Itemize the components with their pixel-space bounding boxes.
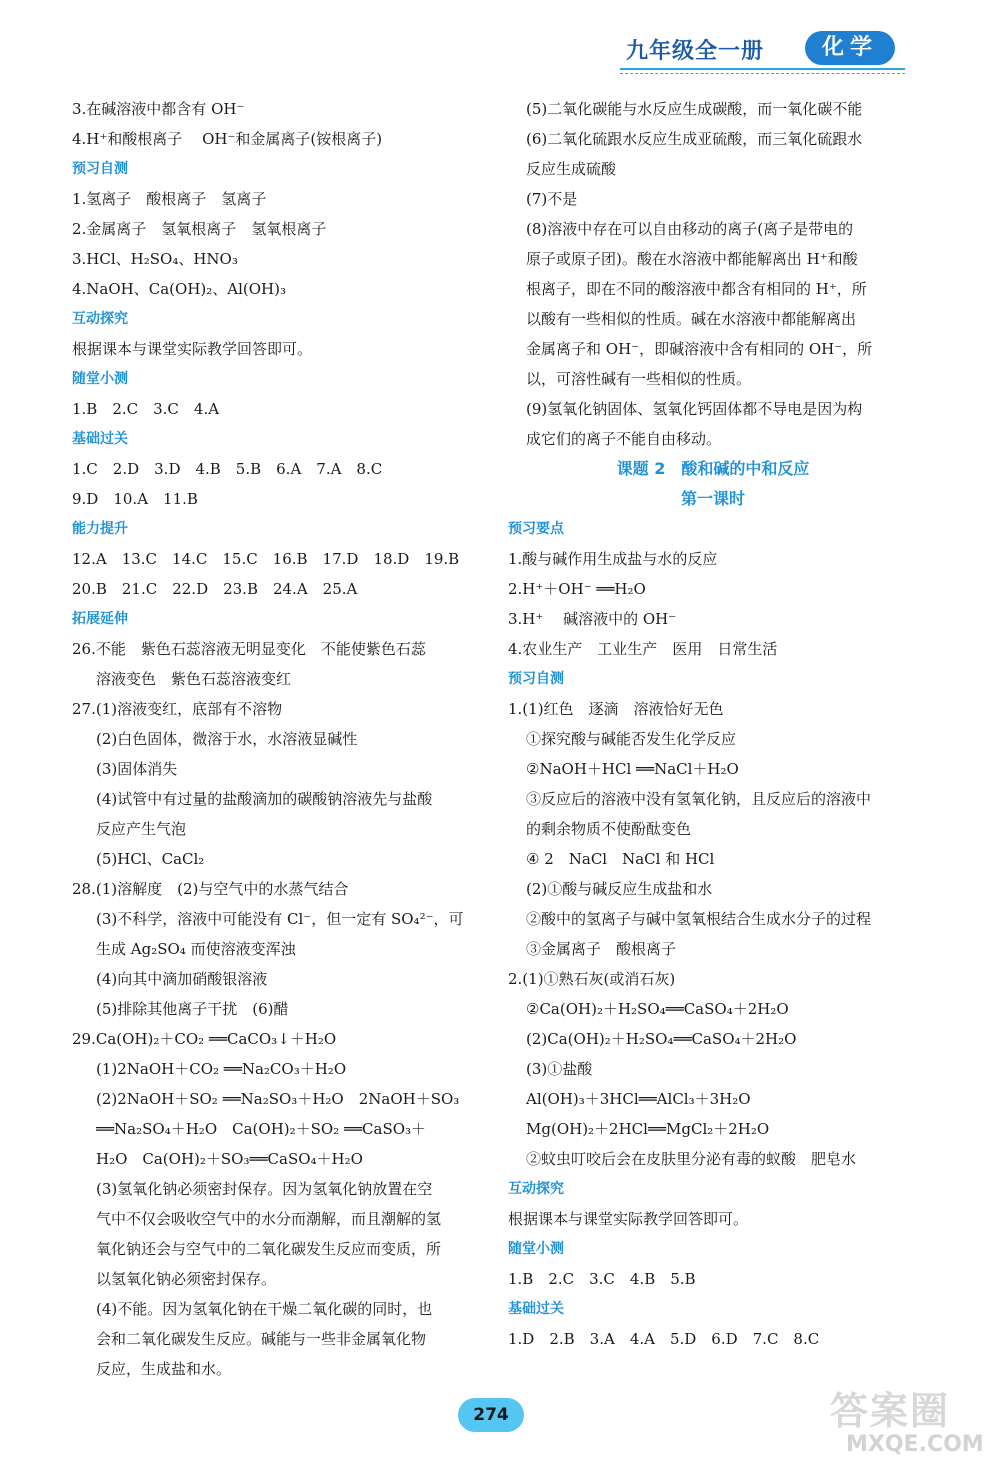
section-heading: 预习自测 [508, 671, 564, 687]
subject-badge: 化学 [805, 31, 895, 65]
answer-line: (8)溶液中存在可以自由移动的离子(离子是带电的 [526, 220, 854, 238]
answer-line: 1.B 2.C 3.C 4.B 5.B [508, 1270, 696, 1288]
answer-line: ①探究酸与碱能否发生化学反应 [526, 730, 737, 748]
section-heading: 互动探究 [72, 311, 128, 327]
section-heading: 预习自测 [72, 161, 128, 177]
answer-line: 金属离子和 OH⁻，即碱溶液中含有相同的 OH⁻，所 [526, 340, 873, 358]
answer-line: (2)①酸与碱反应生成盐和水 [526, 880, 713, 898]
answer-line: 26.不能 紫色石蕊溶液无明显变化 不能使紫色石蕊 [72, 640, 426, 658]
answer-line: 4.农业生产 工业生产 医用 日常生活 [508, 640, 778, 658]
answer-line: 4.H⁺和酸根离子 OH⁻和金属离子(铵根离子) [72, 130, 383, 148]
answer-line: (5)HCl、CaCl₂ [96, 850, 205, 868]
page-number: 274 [458, 1398, 524, 1432]
answer-line: 反应产生气泡 [96, 820, 187, 838]
answer-line: 29.Ca(OH)₂＋CO₂ ══CaCO₃↓＋H₂O [72, 1030, 337, 1048]
answer-line: 1.C 2.D 3.D 4.B 5.B 6.A 7.A 8.C [72, 460, 383, 478]
watermark-logo: 答案圈 [830, 1389, 951, 1433]
answer-line: (4)向其中滴加硝酸银溶液 [96, 970, 268, 988]
answer-line: (5)排除其他离子干扰 (6)醋 [96, 1000, 289, 1018]
answer-line: 根离子，即在不同的酸溶液中都含有相同的 H⁺，所 [526, 280, 867, 298]
answer-line: (6)二氧化硫跟水反应生成亚硫酸，而三氧化硫跟水 [526, 130, 863, 148]
lesson-title: 课题 2 酸和碱的中和反应 [616, 459, 810, 478]
answer-line: 1.B 2.C 3.C 4.A [72, 400, 220, 418]
section-heading: 预习要点 [508, 521, 564, 537]
answer-line: 1.(1)红色 逐滴 溶液恰好无色 [508, 700, 724, 718]
answer-line: 溶液变色 紫色石蕊溶液变红 [96, 670, 292, 688]
answer-line: (5)二氧化碳能与水反应生成碳酸，而一氧化碳不能 [526, 100, 863, 118]
section-heading: 基础过关 [72, 431, 128, 447]
answer-line: (4)试管中有过量的盐酸滴加的碳酸钠溶液先与盐酸 [96, 790, 433, 808]
answer-line: 9.D 10.A 11.B [72, 490, 198, 508]
answer-line: 2.H⁺＋OH⁻ ══H₂O [508, 580, 646, 598]
answer-line: (2)Ca(OH)₂＋H₂SO₄══CaSO₄＋2H₂O [526, 1030, 797, 1048]
answer-line: 以酸有一些相似的性质。碱在水溶液中都能解离出 [526, 310, 857, 328]
section-heading: 随堂小测 [72, 371, 128, 387]
answer-line: 以氢氧化钠必须密封保存。 [96, 1270, 277, 1288]
answer-line: 根据课本与课堂实际教学回答即可。 [508, 1210, 749, 1228]
answer-line: (4)不能。因为氢氧化钠在干燥二氧化碳的同时，也 [96, 1300, 433, 1318]
answer-line: 根据课本与课堂实际教学回答即可。 [72, 340, 313, 358]
lesson-title: 第一课时 [680, 489, 745, 508]
page-header [620, 28, 910, 76]
answer-line: ②酸中的氢离子与碱中氢氧根结合生成水分子的过程 [526, 910, 872, 928]
answer-line: 27.(1)溶液变红，底部有不溶物 [72, 700, 283, 718]
section-heading: 随堂小测 [508, 1241, 564, 1257]
section-heading: 能力提升 [72, 521, 128, 537]
answer-line: (1)2NaOH＋CO₂ ══Na₂CO₃＋H₂O [96, 1060, 347, 1078]
answer-line: 1.氢离子 酸根离子 氢离子 [72, 190, 267, 208]
answer-line: (7)不是 [526, 190, 578, 208]
answer-line: 成它们的离子不能自由移动。 [526, 430, 722, 448]
answer-line: ③金属离子 酸根离子 [526, 940, 677, 958]
section-heading: 拓展延伸 [72, 611, 128, 627]
answer-line: H₂O Ca(OH)₂＋SO₃══CaSO₄＋H₂O [96, 1150, 363, 1168]
answer-line: 会和二氧化碳发生反应。碱能与一些非金属氧化物 [96, 1330, 427, 1348]
answer-line: 氧化钠还会与空气中的二氧化碳发生反应而变质，所 [96, 1240, 442, 1258]
left-column [72, 94, 482, 1384]
answer-line: ③反应后的溶液中没有氢氧化钠，且反应后的溶液中 [526, 790, 872, 808]
answer-line: 20.B 21.C 22.D 23.B 24.A 25.A [72, 580, 358, 598]
answer-line: 原子或原子团)。酸在水溶液中都能解离出 H⁺和酸 [526, 250, 858, 268]
answer-line: (2)白色固体，微溶于水，水溶液显碱性 [96, 730, 358, 748]
section-heading: 互动探究 [508, 1181, 564, 1197]
answer-line: 反应，生成盐和水。 [96, 1360, 232, 1378]
answer-line: (3)固体消失 [96, 760, 178, 778]
answer-line: 4.NaOH、Ca(OH)₂、Al(OH)₃ [72, 280, 286, 298]
answer-line: ②NaOH＋HCl ══NaCl＋H₂O [526, 760, 739, 778]
answer-line: 1.D 2.B 3.A 4.A 5.D 6.D 7.C 8.C [508, 1330, 820, 1348]
answer-line: Mg(OH)₂＋2HCl══MgCl₂＋2H₂O [526, 1120, 770, 1138]
answer-line: 3.在碱溶液中都含有 OH⁻ [72, 100, 245, 118]
answer-line: ══Na₂SO₄＋H₂O Ca(OH)₂＋SO₂ ══CaSO₃＋ [96, 1120, 427, 1138]
answer-line: 3.H⁺ 碱溶液中的 OH⁻ [508, 610, 677, 628]
right-column [508, 94, 918, 1354]
section-heading: 基础过关 [508, 1301, 564, 1317]
answer-line: 气中不仅会吸收空气中的水分而潮解，而且潮解的氢 [96, 1210, 442, 1228]
answer-line: 的剩余物质不使酚酞变色 [526, 820, 692, 838]
answer-line: 3.HCl、H₂SO₄、HNO₃ [72, 250, 238, 268]
answer-line: 2.(1)①熟石灰(或消石灰) [508, 970, 676, 988]
watermark-url: MXQE.COM [846, 1432, 984, 1457]
answer-line: ②Ca(OH)₂＋H₂SO₄══CaSO₄＋2H₂O [526, 1000, 789, 1018]
answer-line: 以，可溶性碱有一些相似的性质。 [526, 370, 752, 388]
header-rule-dashed [620, 73, 905, 74]
answer-line: ②蚊虫叮咬后会在皮肤里分泌有毒的蚁酸 肥皂水 [526, 1150, 857, 1168]
grade-title: 九年级全一册 [626, 39, 765, 64]
answer-line: 2.金属离子 氢氧根离子 氢氧根离子 [72, 220, 327, 238]
answer-line: ④ 2 NaCl NaCl 和 HCl [526, 850, 715, 868]
answer-line: 生成 Ag₂SO₄ 而使溶液变浑浊 [96, 940, 296, 958]
answer-line: 反应生成硫酸 [526, 160, 617, 178]
answer-line: 28.(1)溶解度 (2)与空气中的水蒸气结合 [72, 880, 349, 898]
header-rule [620, 68, 905, 70]
answer-line: (3)①盐酸 [526, 1060, 593, 1078]
answer-line: (3)不科学，溶液中可能没有 Cl⁻，但一定有 SO₄²⁻，可 [96, 910, 464, 928]
answer-line: Al(OH)₃＋3HCl══AlCl₃＋3H₂O [526, 1090, 751, 1108]
answer-line: 12.A 13.C 14.C 15.C 16.B 17.D 18.D 19.B [72, 550, 460, 568]
answer-line: 1.酸与碱作用生成盐与水的反应 [508, 550, 718, 568]
answer-line: (9)氢氧化钠固体、氢氧化钙固体都不导电是因为构 [526, 400, 863, 418]
answer-line: (3)氢氧化钠必须密封保存。因为氢氧化钠放置在空 [96, 1180, 433, 1198]
answer-line: (2)2NaOH＋SO₂ ══Na₂SO₃＋H₂O 2NaOH＋SO₃ [96, 1090, 460, 1108]
